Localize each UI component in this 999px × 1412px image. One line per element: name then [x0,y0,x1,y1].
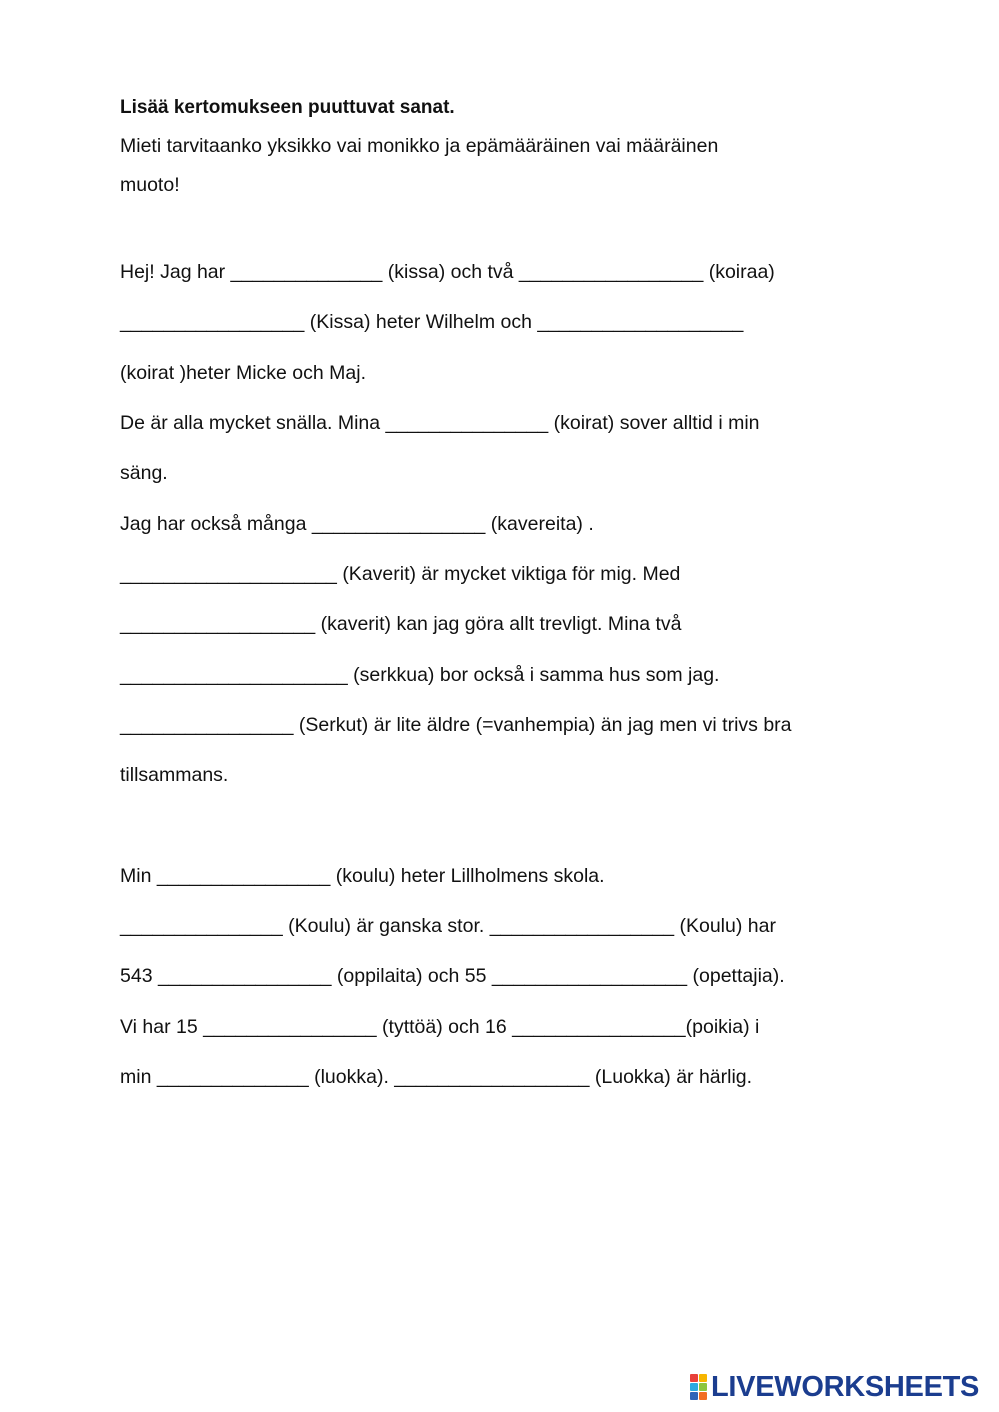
logo-block [699,1392,707,1400]
logo-block [690,1392,698,1400]
story-line: (koirat )heter Micke och Maj. [120,362,366,384]
story-line: ____________________ (Kaverit) är mycket viktiga för mig. Med [120,563,681,585]
story-line: tillsammans. [120,764,229,786]
story-line: Hej! Jag har ______________ (kissa) och två _________________ (koiraa) [120,261,775,283]
liveworksheets-logo [690,1372,979,1402]
story-line: __________________ (kaverit) kan jag göra allt trevligt. Mina två [120,613,682,635]
instruction-line: muoto! [120,174,180,196]
story-line: Jag har också många ________________ (kavereita) . [120,513,594,535]
logo-block [690,1383,698,1391]
story-line: säng. [120,462,168,484]
instruction-line: Mieti tarvitaanko yksikko vai monikko ja epämääräinen vai määräinen [120,135,719,157]
story-line: Min ________________ (koulu) heter Lillholmens skola. [120,865,605,887]
liveworksheets-mark-icon [690,1374,707,1400]
story-line: Vi har 15 ________________ (tyttöä) och 16 ________________(poikia) i [120,1016,760,1038]
logo-block [690,1374,698,1382]
worksheet-title: Lisää kertomukseen puuttuvat sanat. [120,97,455,118]
story-line: ________________ (Serkut) är lite äldre (=vanhempia) än jag men vi trivs bra [120,714,792,736]
story-line: _______________ (Koulu) är ganska stor. _________________ (Koulu) har [120,915,776,937]
logo-block [699,1374,707,1382]
story-line: 543 ________________ (oppilaita) och 55 __________________ (opettajia). [120,965,785,987]
story-line: _____________________ (serkkua) bor också i samma hus som jag. [120,664,720,686]
story-line: De är alla mycket snälla. Mina _______________ (koirat) sover alltid i min [120,412,760,434]
story-line: min ______________ (luokka). __________________ (Luokka) är härlig. [120,1066,753,1088]
logo-text: LIVEWORKSHEETS [711,1370,980,1403]
logo-block [699,1383,707,1391]
story-line: _________________ (Kissa) heter Wilhelm och ___________________ [120,311,744,333]
